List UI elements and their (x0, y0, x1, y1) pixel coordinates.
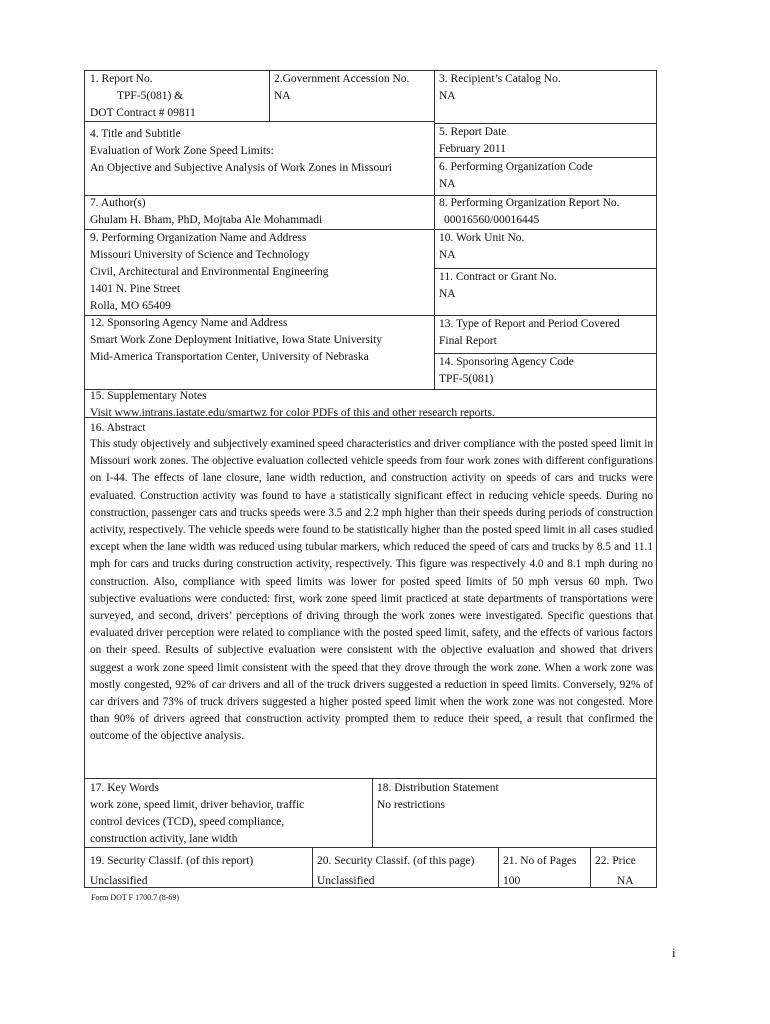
key-words-line-1: work zone, speed limit, driver behavior, traffic (90, 799, 305, 811)
box-authors (85, 195, 434, 229)
box-performing-org-code (434, 159, 656, 193)
price-value: NA (617, 875, 634, 887)
distribution-statement-value: No restrictions (377, 799, 446, 811)
sponsoring-agency-line-1: Smart Work Zone Deployment Initiative, Iowa State University (90, 334, 383, 346)
box-supplementary-notes (85, 388, 656, 422)
box-report-no-label: 1. Report No. (90, 73, 153, 85)
box-performing-org-address-label: 9. Performing Organization Name and Address (90, 232, 307, 244)
box-government-accession (269, 71, 434, 105)
box-report-date-label: 5. Report Date (439, 126, 507, 138)
box-title-subtitle-label: 4. Title and Subtitle (90, 128, 181, 140)
box-abstract-label-cell (85, 420, 656, 437)
page-number: i (672, 945, 676, 960)
box-security-report (85, 851, 312, 891)
box-sponsoring-agency-code (434, 354, 656, 388)
box-recipient-catalog (434, 71, 656, 105)
box-government-accession-label: 2.Government Accession No. (274, 73, 410, 85)
box-key-words (85, 780, 372, 848)
box-title-subtitle (85, 126, 434, 177)
box-security-page-label: 20. Security Classif. (of this page) (317, 855, 475, 867)
work-unit-no-value: NA (439, 249, 456, 261)
type-of-report-value: Final Report (439, 335, 497, 347)
box-type-of-report (434, 316, 656, 350)
box-price-label: 22. Price (595, 855, 636, 867)
box-distribution-statement-label: 18. Distribution Statement (377, 782, 499, 794)
box-work-unit-no (434, 230, 656, 264)
performing-org-code-value: NA (439, 178, 456, 190)
abstract (90, 436, 653, 746)
authors-value: Ghulam H. Bham, PhD, Mojtaba Ale Mohammadi (90, 214, 323, 226)
performing-org-report-no-value: 00016560/00016445 (444, 214, 540, 226)
report-subtitle: An Objective and Subjective Analysis of Work Zones in Missouri (90, 162, 392, 174)
dot-contract-value: DOT Contract # 09811 (90, 107, 196, 119)
box-security-page (312, 851, 498, 891)
report-date-value: February 2011 (439, 143, 506, 155)
box-sponsoring-agency-label: 12. Sponsoring Agency Name and Address (90, 317, 288, 329)
box-performing-org-code-label: 6. Performing Organization Code (439, 161, 593, 173)
supplementary-notes-value: Visit www.intrans.iastate.edu/smartwz for color PDFs of this and other research reports. (90, 407, 495, 419)
box-report-no (85, 71, 269, 122)
recipient-catalog-value: NA (439, 90, 456, 102)
box-authors-label: 7. Author(s) (90, 197, 146, 209)
technical-report-documentation-form (84, 70, 657, 888)
performing-org-department: Civil, Architectural and Environmental Engineering (90, 266, 329, 278)
rule-11 (85, 778, 656, 779)
sponsoring-agency-code-value: TPF-5(081) (439, 373, 494, 385)
box-performing-org-report-no (434, 195, 656, 229)
security-report-value: Unclassified (90, 875, 148, 887)
box-no-of-pages (498, 851, 590, 891)
key-words-line-3: construction activity, lane width (90, 833, 238, 845)
box-distribution-statement (372, 780, 656, 814)
security-page-value: Unclassified (317, 875, 375, 887)
sponsoring-agency-line-2: Mid-America Transportation Center, University of Nebraska (90, 351, 369, 363)
box-work-unit-no-label: 10. Work Unit No. (439, 232, 525, 244)
box-price (590, 851, 656, 891)
performing-org-city: Rolla, MO 65409 (90, 300, 171, 312)
box-supplementary-notes-label: 15. Supplementary Notes (90, 390, 207, 402)
box-no-of-pages-label: 21. No of Pages (503, 855, 577, 867)
abstract-text: This study objectively and subjectively examined speed characteristics and driver compliance with the posted speed limit in Missouri work zones. The objective evaluation collected vehicle speeds from four work zones with different configurations on I-44. The effects of lane closure, lane width reduction, and construction activity on speeds of cars and trucks were evaluated. Construction activity was found to have a statistically significant effect in reducing vehicle speeds. During no construction, passenger cars and trucks speeds were 3.5 and 2.2 mph higher than their speeds during periods of construction activity, respectively. The vehicle speeds were found to be statistically higher than the posted speed limit in all cases studied except when the lane width was reduced using tubular markers, which reduced the speed of cars and trucks by 8.5 and 11.1 mph for cars and trucks during construction activity, respectively. This figure was respectively 4.0 and 8.1 mph during no construction. Also, compliance with speed limits was lower for posted speed limits of 50 mph versus 60 mph. Two subjective evaluations were conducted: first, work zone speed limit practiced at state departments of transportations were surveyed, and second, drivers’ perceptions of driving through the work zones were investigated. Specific questions that evaluated driver perception were related to compliance with the posted speed limit, safety, and the effects of various factors on their speed. Results of subjective evaluation were consistent with the objective evaluation and showed that drivers suggest a work zone speed limit consistent with the speed that they drove through the work zone. When a work zone was mostly congested, 92% of car drivers and all of the truck drivers suggested a reduction in speed limits. Conversely, 92% of car drivers and 73% of truck drivers suggested a higher posted speed limit when the work zone was not congested. More than 90% of drivers agreed that construction activity prompted them to reduce their speed, a result that confirmed the outcome of the objective analysis. (90, 438, 653, 743)
box-security-report-label: 19. Security Classif. (of this report) (90, 855, 254, 867)
no-of-pages-value: 100 (503, 875, 521, 887)
box-performing-org-address (85, 230, 434, 315)
box-key-words-label: 17. Key Words (90, 782, 159, 794)
box-sponsoring-agency (85, 315, 434, 366)
contract-grant-no-value: NA (439, 288, 456, 300)
box-performing-org-report-no-label: 8. Performing Organization Report No. (439, 197, 620, 209)
box-report-date (434, 124, 656, 158)
key-words-line-2: control devices (TCD), speed compliance, (90, 816, 285, 828)
performing-org-name: Missouri University of Science and Technology (90, 249, 310, 261)
box-sponsoring-agency-code-label: 14. Sponsoring Agency Code (439, 356, 574, 368)
box-contract-grant-no (434, 269, 656, 303)
performing-org-street: 1401 N. Pine Street (90, 283, 181, 295)
report-no-value: TPF-5(081) & (117, 90, 184, 102)
box-contract-grant-no-label: 11. Contract or Grant No. (439, 271, 557, 283)
form-number-footnote: Form DOT F 1700.7 (8-69) (91, 893, 180, 902)
government-accession-value: NA (274, 90, 291, 102)
box-abstract-label: 16. Abstract (90, 422, 146, 434)
box-type-of-report-label: 13. Type of Report and Period Covered (439, 318, 620, 330)
box-recipient-catalog-label: 3. Recipient’s Catalog No. (439, 73, 561, 85)
report-title: Evaluation of Work Zone Speed Limits: (90, 145, 274, 157)
